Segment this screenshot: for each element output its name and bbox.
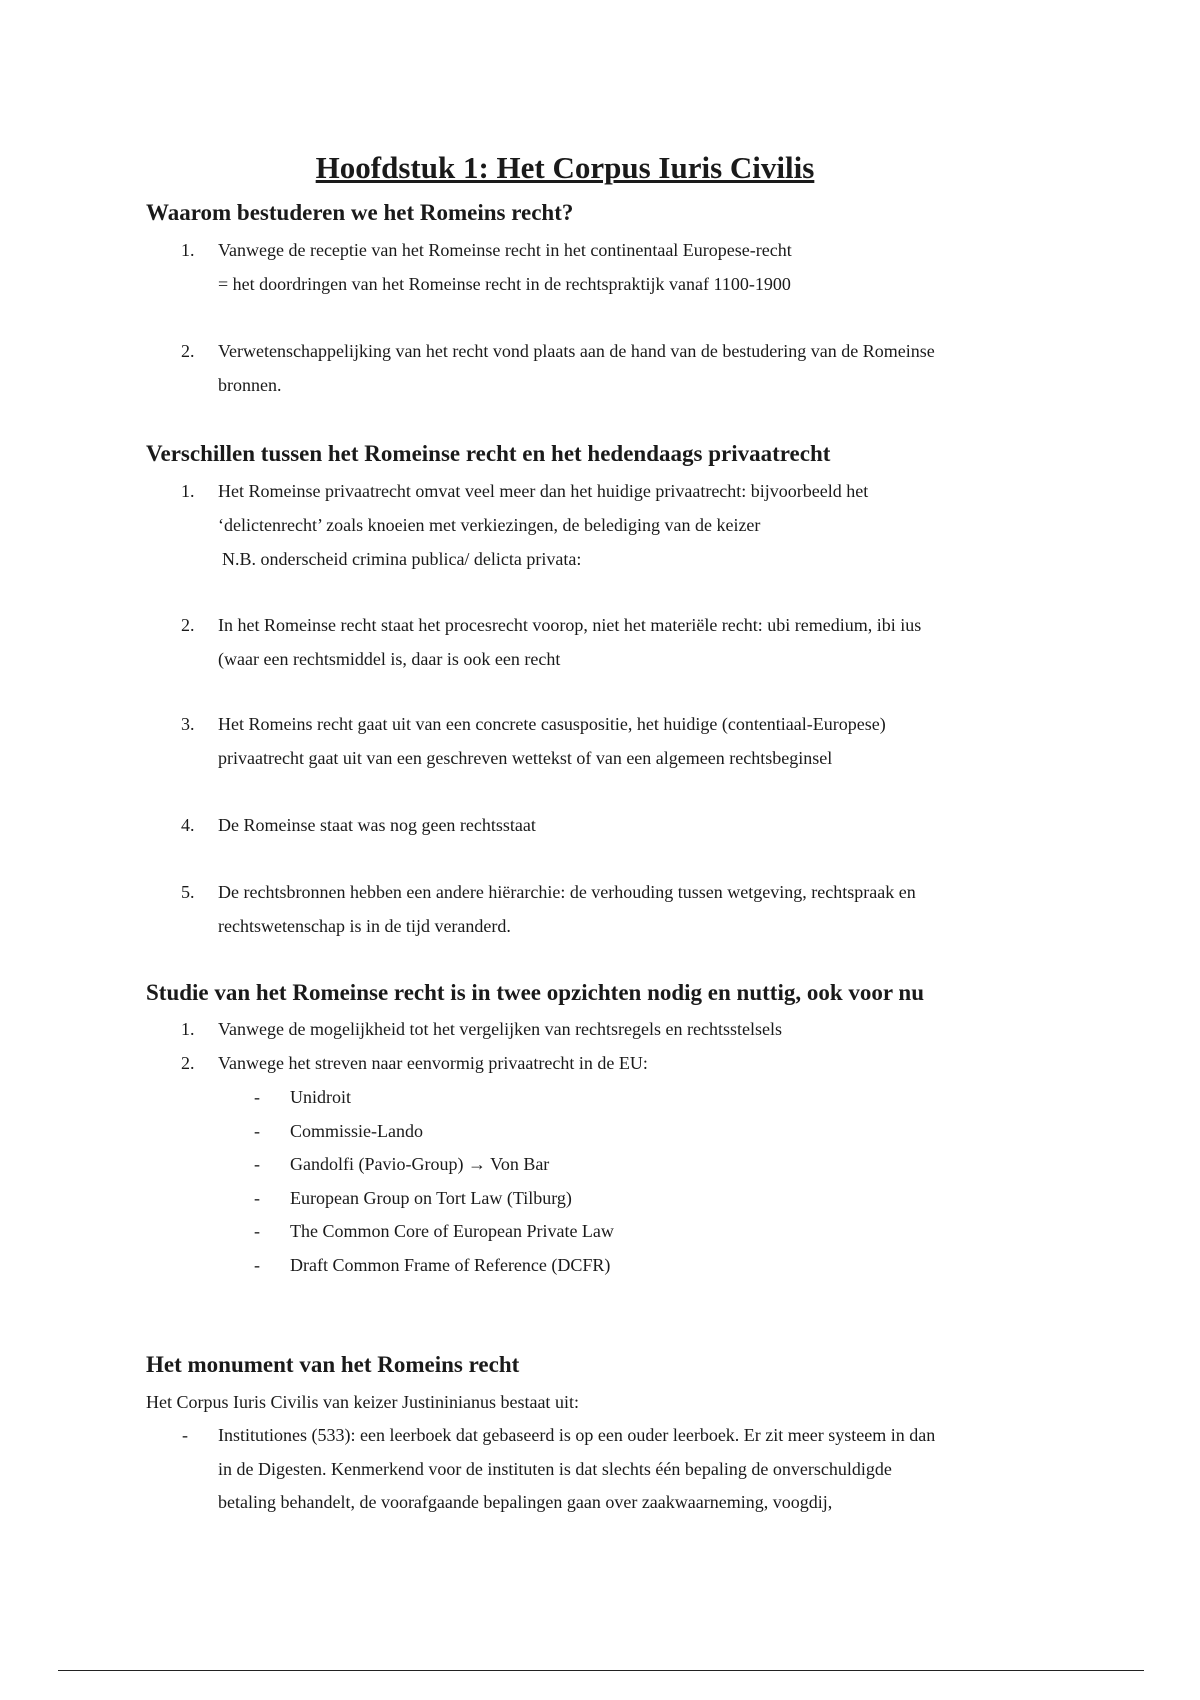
list-item-text: N.B. onderscheid crimina publica/ delicta privata: [222,549,582,569]
list-item-text: Vanwege het streven naar eenvormig privaatrecht in de EU: [218,1053,648,1073]
list-number: 5. [181,882,195,902]
list-item-text: privaatrecht gaat uit van een geschreven wettekst of van een algemeen rechtsbeginsel [218,748,833,768]
bullet-item-text: Draft Common Frame of Reference (DCFR) [290,1255,611,1275]
list-item-text: (waar een rechtsmiddel is, daar is ook een recht [218,649,561,669]
list-item-text: Vanwege de mogelijkheid tot het vergelijken van rechtsregels en rechtsstelsels [218,1019,782,1039]
bullet-item-text: Unidroit [290,1087,351,1107]
list-item-text: Het Romeinse privaatrecht omvat veel meer dan het huidige privaatrecht: bijvoorbeeld het [218,481,869,501]
list-item-text: In het Romeinse recht staat het procesrecht voorop, niet het materiële recht: ubi remedium, ibi ius [218,615,922,635]
page-title: Hoofdstuk 1: Het Corpus Iuris Civilis [315,150,815,185]
list-item-text: Verwetenschappelijking van het recht vond plaats aan de hand van de bestudering van de Romeinse [218,341,935,361]
list-number: 2. [181,1053,195,1073]
list-item-text: rechtswetenschap is in de tijd veranderd. [218,916,511,936]
bullet-dash: - [254,1221,260,1241]
bullet-dash: - [254,1154,260,1174]
list-number: 1. [181,481,195,501]
bullet-item-text: Institutiones (533): een leerboek dat gebaseerd is op een ouder leerboek. Er zit meer systeem in dan [218,1425,936,1445]
list-number: 1. [181,240,195,260]
bullet-item-text: European Group on Tort Law (Tilburg) [290,1188,572,1208]
bullet-item-text: The Common Core of European Private Law [290,1221,614,1241]
list-number: 2. [181,615,195,635]
list-item-text: = het doordringen van het Romeinse recht in de rechtspraktijk vanaf 1100-1900 [218,274,791,294]
list-number: 1. [181,1019,195,1039]
bullet-dash: - [254,1255,260,1275]
bullet-item-text: Commissie-Lando [290,1121,423,1141]
list-item-text: Het Romeins recht gaat uit van een concrete casuspositie, het huidige (contentiaal-Europese) [218,714,886,734]
bullet-dash: - [182,1425,188,1445]
section-heading-study-usefulness: Studie van het Romeinse recht is in twee opzichten nodig en nuttig, ook voor nu [146,980,925,1005]
list-number: 3. [181,714,195,734]
footer-divider [58,1670,1144,1671]
list-number: 4. [181,815,195,835]
list-number: 2. [181,341,195,361]
section-intro-text: Het Corpus Iuris Civilis van keizer Justininianus bestaat uit: [146,1392,579,1412]
bullet-dash: - [254,1087,260,1107]
bullet-item-text: Gandolfi (Pavio-Group) → Von Bar [290,1154,550,1174]
bullet-dash: - [254,1188,260,1208]
section-heading-monument: Het monument van het Romeins recht [146,1352,520,1377]
list-item-text: bronnen. [218,375,282,395]
list-item-text: De rechtsbronnen hebben een andere hiërarchie: de verhouding tussen wetgeving, rechtspraak en [218,882,916,902]
bullet-item-text: betaling behandelt, de voorafgaande bepalingen gaan over zaakwaarneming, voogdij, [218,1492,833,1512]
bullet-item-text: in de Digesten. Kenmerkend voor de instituten is dat slechts één bepaling de onverschuldigde [218,1459,892,1479]
list-item-text: ‘delictenrecht’ zoals knoeien met verkiezingen, de belediging van de keizer [218,515,761,535]
section-heading-differences: Verschillen tussen het Romeinse recht en het hedendaags privaatrecht [146,441,831,466]
bullet-dash: - [254,1121,260,1141]
list-item-text: De Romeinse staat was nog geen rechtsstaat [218,815,536,835]
section-heading-why-study: Waarom bestuderen we het Romeins recht? [146,200,574,225]
list-item-text: Vanwege de receptie van het Romeinse recht in het continentaal Europese-recht [218,240,792,260]
